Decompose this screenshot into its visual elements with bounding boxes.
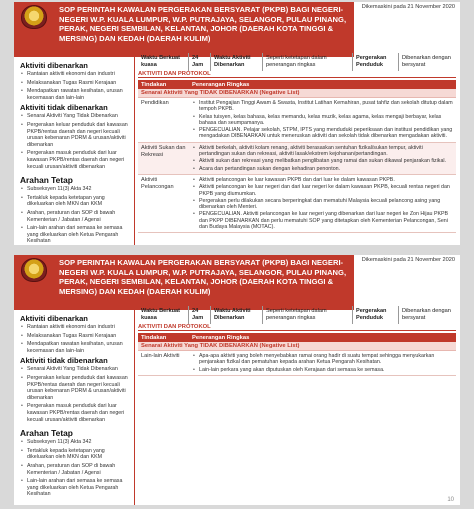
slide-header: [14, 255, 460, 310]
info-row: [138, 306, 456, 324]
jam-value: 24 Jam: [192, 55, 204, 68]
list-item: • Aktiviti berkelah, aktiviti kolam renang, aktiviti berasaskan sentuhan fizikal/sukan tempur, aktiviti pertandingan sukan dan rekreasi, aktiviti lasak/ekstrem kejohanan/pertandingan.: [192, 145, 453, 158]
list-item: • Mendapatkan rawatan kesihatan, urusan kecemasan dan lain-lain: [20, 341, 128, 354]
slide-header: [14, 2, 460, 57]
list-item: • Subseksyen 11(3) Akta 342: [20, 186, 128, 193]
list-item: • Rantaian aktiviti ekonomi dan industri: [20, 71, 128, 78]
pergerakan-label: Pergerakan Penduduk: [356, 308, 387, 321]
table-row: [138, 143, 456, 175]
list-item: • Pergerakan masuk penduduk dari luar kawasan PKPB/rentas daerah dan negeri kecuali urusan/aktiviti dibenarkan: [20, 403, 128, 423]
allowed-list: [20, 324, 128, 354]
crest-logo: [14, 255, 54, 310]
jam-value: 24 Jam: [192, 308, 204, 321]
list-item: • PENGECUALIAN. Aktiviti pelancongan ke luar negeri yang dibenarkan dari luar negeri ke Zon Hijau PKPB dan PKPP DIBENARKAN dan perlu mematuhi SOP yang ditetapkan oleh Kementerian Pelancongan, Seni dan Budaya Malaysia (MOTAC).: [192, 211, 453, 230]
sidebar: [14, 57, 132, 245]
list-item: • Pergerakan masuk penduduk dari luar kawasan PKPB/rentas daerah dan negeri kecuali urusan/aktiviti dibenarkan: [20, 150, 128, 170]
list-item: • Subseksyen 11(3) Akta 342: [20, 439, 128, 446]
slide-title: SOP PERINTAH KAWALAN PERGERAKAN BERSYARAT (PKPB) BAGI NEGERI-NEGERI W.P. KUALA LUMPUR, W.P. PUTRAJAYA, SELANGOR, PULAU PINANG, PERAK, NEGERI SEMBILAN, KELANTAN, JOHOR (DAERAH KOTA TINGGI & MERSING) DAN KEDAH (DAERAH KULIM): [54, 255, 354, 310]
list-item: • Arahan, peraturan dan SOP di bawah Kementerian / Jabatan / Agensi: [20, 463, 128, 476]
row-category: Lain-lain Aktiviti: [141, 353, 180, 359]
table-header: [138, 333, 456, 342]
list-item: • Kelas tuisyen, kelas bahasa, kelas memandu, kelas muzik, kelas agama, kelas mengaji berbayar, kelas bahasa dan seumpamanya.: [192, 114, 453, 127]
list-item: • Lain-lain perkara yang akan diputuskan oleh Kerajaan dari semasa ke semasa.: [192, 367, 453, 373]
waktu-dibenarkan-label: Waktu Aktiviti Dibenarkan: [214, 55, 251, 68]
row-category: Aktiviti Pelancongan: [141, 176, 174, 190]
row-description: [189, 98, 456, 142]
section-title: AKTIVITI DAN PROTOKOL: [138, 324, 456, 331]
waktu-label: Waktu Berkuat kuasa: [141, 308, 180, 321]
seperti-value: Seperti ketetapan dalam penerangan ringkas: [266, 55, 327, 68]
col-tindakan: Tindakan: [141, 334, 167, 341]
slide-title: SOP PERINTAH KAWALAN PERGERAKAN BERSYARAT (PKPB) BAGI NEGERI-NEGERI W.P. KUALA LUMPUR, W.P. PUTRAJAYA, SELANGOR, PULAU PINANG, PERAK, NEGERI SEMBILAN, KELANTAN, JOHOR (DAERAH KOTA TINGGI & MERSING) DAN KEDAH (DAERAH KULIM): [54, 2, 354, 57]
updated-date: Dikemaskini pada 21 November 2020: [354, 255, 460, 310]
coat-of-arms-icon: [21, 5, 47, 29]
not-allowed-title: Aktiviti tidak dibenarkan: [20, 356, 108, 366]
list-item: • Apa-apa aktiviti yang boleh menyebabkan ramai orang hadir di suatu tempat sehingga menyukarkan penjarakan fizikal dan pematuhan kepada arahan Ketua Pengarah Kesihatan.: [192, 353, 453, 366]
arahan-title: Arahan Tetap: [20, 175, 73, 186]
list-item: • Aktiviti sukan dan rekreasi yang melibatkan penglibatan yang ramai dan sukan dikawal penjarakan fizikal.: [192, 158, 453, 164]
negative-list-title: Senarai Aktiviti Yang TIDAK DIBENARKAN (Negative List): [138, 342, 456, 351]
table-row: [138, 351, 456, 376]
list-item: • Melaksanakan Tugas Rasmi Kerajaan: [20, 80, 128, 87]
col-penerangan: Penerangan Ringkas: [192, 81, 250, 88]
table-row: [138, 175, 456, 233]
content: [138, 71, 456, 245]
slide-2: [14, 255, 460, 505]
not-allowed-list: [20, 113, 128, 170]
list-item: • Lain-lain arahan dari semasa ke semasa yang dikeluarkan oleh Ketua Pengarah Kesihatan: [20, 225, 128, 245]
col-penerangan: Penerangan Ringkas: [192, 334, 250, 341]
divider: [134, 310, 135, 505]
row-description: [189, 175, 456, 232]
pergerakan-value: Dibenarkan dengan bersyarat: [402, 55, 451, 68]
list-item: • Mendapatkan rawatan kesihatan, urusan kecemasan dan lain-lain: [20, 88, 128, 101]
waktu-dibenarkan-label: Waktu Aktiviti Dibenarkan: [214, 308, 251, 321]
col-tindakan: Tindakan: [141, 81, 167, 88]
sidebar: [14, 310, 132, 505]
seperti-value: Seperti ketetapan dalam penerangan ringkas: [266, 308, 327, 321]
coat-of-arms-icon: [21, 258, 47, 282]
negative-list-title: Senarai Aktiviti Yang TIDAK DIBENARKAN (Negative List): [138, 89, 456, 98]
list-item: • PENGECUALIAN. Pelajar sekolah, STPM, IPTS yang menduduki peperiksaan dan institusi pendidikan yang mengadakan DIBENARKAN untuk meneruskan aktiviti dan sekolah tidak dibenarkan mengadakan aktiviti.: [192, 127, 453, 140]
row-category: Aktiviti Sukan dan Rekreasi: [141, 144, 186, 158]
slide-1: [14, 2, 460, 245]
list-item: • Arahan, peraturan dan SOP di bawah Kementerian / Jabatan / Agensi: [20, 210, 128, 223]
arahan-list: [20, 439, 128, 498]
row-description: [189, 351, 456, 375]
allowed-title: Aktiviti dibenarkan: [20, 61, 88, 70]
not-allowed-title: Aktiviti tidak dibenarkan: [20, 103, 108, 113]
allowed-title: Aktiviti dibenarkan: [20, 314, 88, 323]
list-item: • Tertakluk kepada ketetapan yang dikeluarkan oleh MKN dan KKM: [20, 195, 128, 208]
list-item: • Melaksanakan Tugas Rasmi Kerajaan: [20, 333, 128, 340]
arahan-title: Arahan Tetap: [20, 428, 73, 439]
table-row: [138, 98, 456, 143]
list-item: • Pergerakan perlu dilakukan secara berperingkat dan mematuhi Malaysia kecuali pelancong asing yang dibenarkan oleh Menteri.: [192, 198, 453, 211]
list-item: • Pergerakan keluar penduduk dari kawasan PKPB/rentas daerah dan negeri kecuali urusan kebenaran PDRM & urusan/aktiviti dibenarkan: [20, 122, 128, 148]
content: [138, 324, 456, 505]
list-item: • Rantaian aktiviti ekonomi dan industri: [20, 324, 128, 331]
allowed-list: [20, 71, 128, 101]
list-item: • Institut Pengajian Tinggi Awam & Swasta, Institut Latihan Kemahiran, pusat tahfiz dan sekolah ditutup dalam tempoh PKPB.: [192, 100, 453, 113]
list-item: • Senarai Aktiviti Yang Tidak Dibenarkan: [20, 113, 128, 120]
list-item: • Pergerakan keluar penduduk dari kawasan PKPB/rentas daerah dan negeri kecuali urusan kebenaran PDRM & urusan/aktiviti dibenarkan: [20, 375, 128, 401]
list-item: • Aktiviti pelancongan ke luar negeri dan dari luar negeri ke dalam kawasan PKPB, kecuali rentas negeri dan PKPB yang diumumkan.: [192, 184, 453, 197]
crest-logo: [14, 2, 54, 57]
table-header: [138, 80, 456, 89]
page-number: 10: [447, 497, 454, 503]
list-item: • Tertakluk kepada ketetapan yang dikeluarkan oleh MKN dan KKM: [20, 448, 128, 461]
info-row: [138, 53, 456, 71]
pergerakan-value: Dibenarkan dengan bersyarat: [402, 308, 451, 321]
waktu-label: Waktu Berkuat kuasa: [141, 55, 180, 68]
divider: [134, 57, 135, 245]
arahan-list: [20, 186, 128, 245]
list-item: • Aktiviti pelancongan ke luar kawasan PKPB dan dari luar ke dalam kawasan PKPB.: [192, 177, 453, 183]
row-category: Pendidikan: [141, 100, 169, 106]
row-description: [189, 143, 456, 174]
updated-date: Dikemaskini pada 21 November 2020: [354, 2, 460, 57]
section-title: AKTIVITI DAN PROTOKOL: [138, 71, 456, 78]
not-allowed-list: [20, 366, 128, 423]
list-item: • Acara dan pertandingan sukan dengan kehadiran penonton.: [192, 166, 453, 172]
pergerakan-label: Pergerakan Penduduk: [356, 55, 387, 68]
list-item: • Senarai Aktiviti Yang Tidak Dibenarkan: [20, 366, 128, 373]
list-item: • Lain-lain arahan dari semasa ke semasa yang dikeluarkan oleh Ketua Pengarah Kesihatan: [20, 478, 128, 498]
